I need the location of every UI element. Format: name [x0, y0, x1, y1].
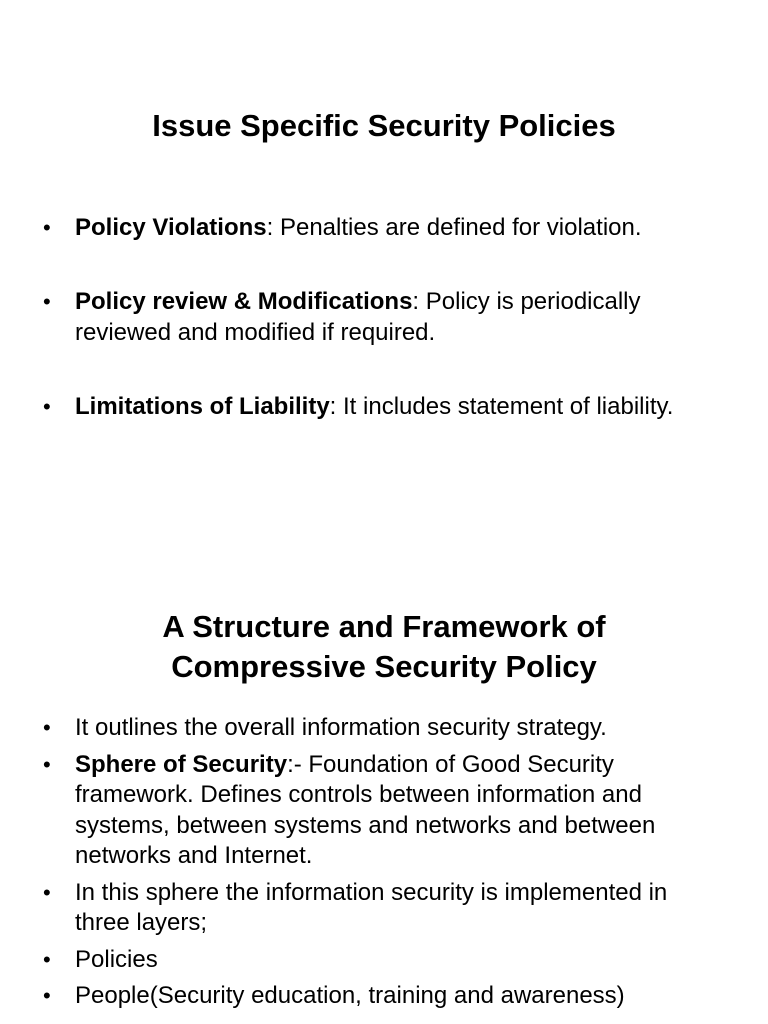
bullet-item-people	[0, 981, 768, 1012]
bullet-item-limitations-of-liability	[0, 391, 768, 422]
bullet-icon: •	[43, 983, 51, 1008]
slide-title	[0, 607, 768, 687]
title-line-2: Compressive Security Policy	[171, 649, 597, 684]
bullet-item-three-layers	[0, 878, 768, 939]
title-text: Issue Specific Security Policies	[152, 108, 616, 143]
bullet-icon: •	[43, 715, 51, 740]
title-line-1: A Structure and Framework of	[162, 609, 606, 644]
bullet-text: People(Security education, training and awareness)	[75, 982, 625, 1009]
bullet-term: Policy review & Modifications	[75, 288, 413, 315]
bullet-icon: •	[43, 879, 51, 905]
bullet-item-sphere-of-security	[0, 750, 768, 872]
bullet-text: : It includes statement of liability.	[329, 393, 674, 420]
bullet-icon: •	[43, 289, 51, 314]
bullet-icon: •	[43, 215, 51, 240]
bullet-icon: •	[43, 946, 51, 972]
slide-title	[0, 106, 768, 146]
bullet-term: Limitations of Liability	[75, 393, 330, 420]
bullet-text: Policies	[75, 945, 158, 973]
bullet-item-policy-review	[0, 286, 768, 348]
slide-structure-framework	[0, 510, 768, 1024]
bullet-text: : Penalties are defined for violation.	[266, 214, 642, 241]
bullet-item-overall-strategy	[0, 713, 768, 744]
bullet-item-policy-violations	[0, 212, 768, 243]
bullet-list	[0, 212, 768, 465]
bullet-icon: •	[43, 751, 51, 777]
bullet-term: Policy Violations	[75, 214, 267, 241]
bullet-text: In this sphere the information security is implemented in three layers;	[75, 878, 668, 936]
bullet-icon: •	[43, 394, 51, 419]
bullet-term: Sphere of Security	[75, 750, 288, 778]
bullet-list	[0, 713, 768, 1018]
bullet-item-policies	[0, 945, 768, 976]
slide-issue-specific-policies	[0, 0, 768, 510]
bullet-text: :- Foundation of Good Security framework. Defines controls between information and systems, between systems and networks and between networks and Internet.	[75, 750, 656, 869]
bullet-text: It outlines the overall information security strategy.	[75, 714, 607, 741]
bullet-text: : Policy is periodically reviewed and modified if required.	[75, 288, 641, 346]
